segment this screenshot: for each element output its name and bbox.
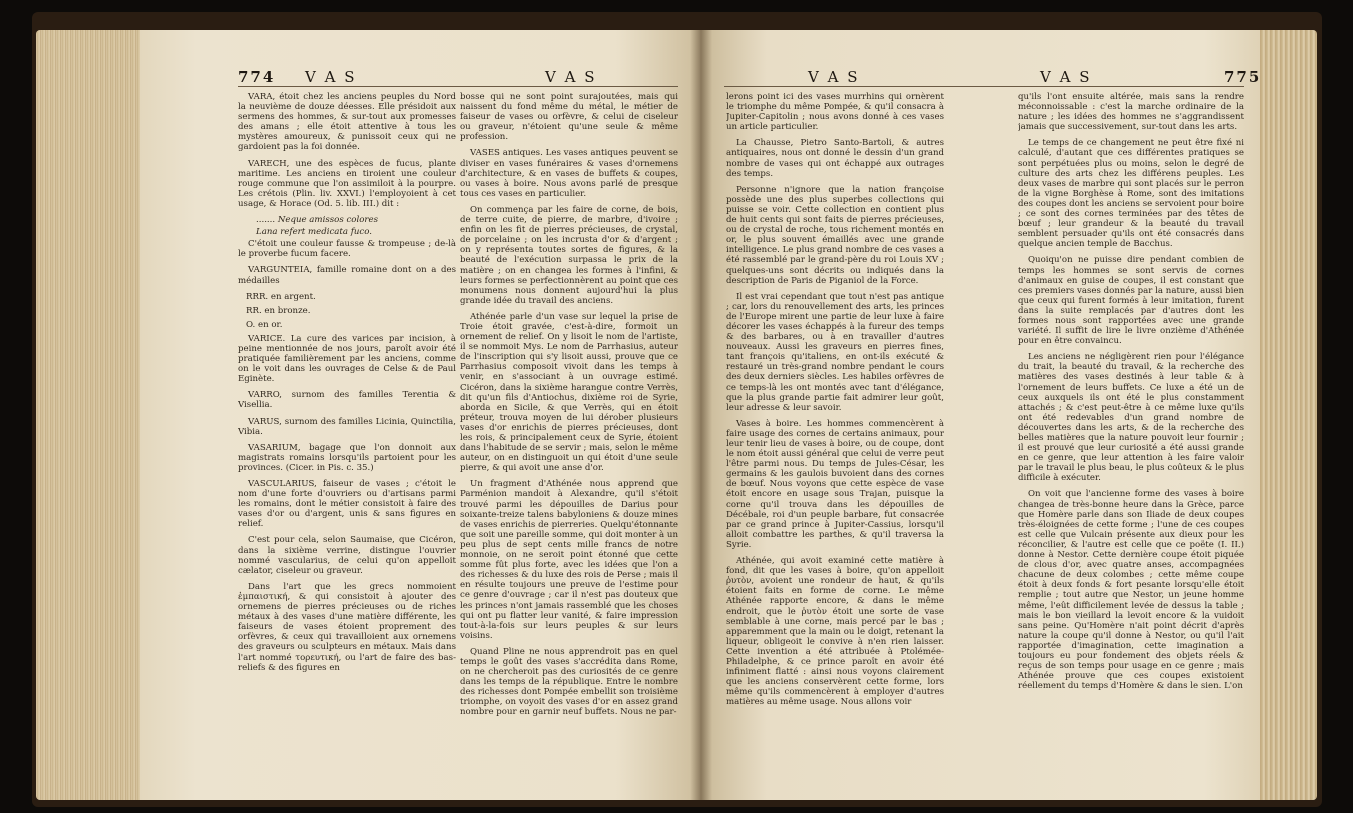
entry-vascularius-2: C'est pour cela, selon Saumaise, que Cicéron, dans la sixième verrine, distingue l'ouvrier nommé vascularius, de celui qu'on appelloit cælator, ciseleur ou graveur. <box>238 535 456 576</box>
entry-vases-antiques: VASES antiques. Les vases antiques peuvent se diviser en vases funéraires & vases d'ornemens d'architecture, & en vases de buffets & coupes, ou vases à boire. Nous avons parlé de presque tous ces vases en particulier. <box>460 148 678 199</box>
left-running-head-col2: V A S <box>545 68 597 86</box>
entry-varech: VARECH, une des espèces de fucus, plante maritime. Les anciens en tiroient une couleur rouge commune que l'on assimiloit à la pourpre. Les crétois (Plin. liv. XXVI.) l'employoient à cet usage, & Horace (Od. 5. lib. III.) dit : <box>238 158 456 209</box>
right-running-head: V A S <box>808 68 860 86</box>
entry-varus: VARUS, surnom des familles Licinia, Quinctilia, Vibia. <box>238 416 456 437</box>
gutter <box>690 30 712 800</box>
right-page-number: 775 <box>1224 68 1262 86</box>
para-pline: Quand Pline ne nous apprendroit pas en quel temps le goût des vases s'accrédita dans Rome, on ne chercheroit pas des curiosités de ce genre dans les temps de la république. Entre le nombre des richesses dont Pompée embellit son troisième triomphe, on voyoit des vases d'or en assez grand nombre pour en garnir neuf buffets. Nous ne par- <box>460 646 678 718</box>
entry-vases-a-boire: Vases à boire. Les hommes commencèrent à faire usage des cornes de certains animaux, pour leur tenir lieu de vases à boire, ou de coupe, dont le nom étoit aussi général que celui de verre peut l'être parmi nous. Du temps de Jules-César, les germains & les gaulois buvoient dans des cornes de bœuf. Nous voyons que cette espèce de vase étoit encore en usage sous Trajan, puisque la corne qu'il trouva dans les dépouilles de Décébale, roi d'un peuple barbare, fut consacrée par ce grand prince à Jupiter-Cassius, lorsqu'il alloit combattre les parthes, & qu'il traversa la Syrie. <box>726 418 944 550</box>
entry-varro: VARRO, surnom des familles Terentia & Visellia. <box>238 390 456 411</box>
para-athenee-ryton: Athénée, qui avoit examiné cette matière à fond, dit que les vases à boire, qu'on appelloit ῥυτὸν, avoient une rondeur de haut, & qu'ils étoient faits en forme de corne. Le même Athénée rapporte encore, & dans le même endroit, que le ῥυτὸν étoit une sorte de vase semblable à une corne, mais percé par le bas ; apparemment que la main ou le doigt, retenant la liqueur, obligeoit le convive à n'en rien laisser. Cette invention a été attribuée à Ptolémée-Philadelphe, & ce prince paroît en avoir été infiniment flatté : ainsi nous voyons clairement que les anciens conservèrent cette forme, lors même qu'ils commencèrent à employer d'autres matières au même usage. Nous allons voir <box>726 556 944 708</box>
right-running-head-col2: V A S <box>1040 68 1092 86</box>
left-running-head: V A S <box>305 68 357 86</box>
right-column-2 <box>1018 92 1244 792</box>
left-column-1 <box>238 92 456 792</box>
cont-bosse: bosse qui ne sont point surajoutées, mais qui naissent du fond même du métal, le métier de faiseur de vases ou orfèvre, & celui de ciseleur ou graveur, n'étoient qu'une seule & même profession. <box>460 92 678 143</box>
para-renouvellement: Il est vrai cependant que tout n'est pas antique ; car, lors du renouvellement des arts, les princes de l'Europe mirent une partie de leur luxe à faire décorer les vases échappés à la fureur des temps & des barbares, ou à en travailler d'autres nouveaux. Aussi les graveurs en pierres fines, tant françois qu'italiens, en ont-ils exécuté & restauré un très-grand nombre pendant le cours des deux derniers siècles. Les habiles orfèvres de ce temps-là les ont montés avec tant d'élégance, que la plus grande partie fait admirer leur goût, leur adresse & leur savoir. <box>726 291 944 413</box>
left-page-edges <box>36 30 146 800</box>
right-column-1 <box>726 92 944 792</box>
cont-murrhins: lerons point ici des vases murrhins qui ornèrent le triomphe du même Pompée, & qu'il consacra à Jupiter-Capitolin ; nous avons donné à ces vases un article particulier. <box>726 92 944 133</box>
entry-vascularius-3: Dans l'art que les grecs nommoient ἐμπαιστική, & qui consistoit à ajouter des ornemens de pierres précieuses ou de riches métaux à des vases d'une matière différente, les faiseurs de vases étoient proprement des orfèvres, & ceux qui travailloient aux ornemens des graveurs ou sculpteurs en métaux. Mais dans l'art nommé τορευτική, ou l'art de faire des bas-reliefs & des figures en <box>238 581 456 673</box>
right-head-rule <box>724 86 1244 87</box>
entry-varice: VARICE. La cure des varices par incision, à peine mentionnée de nos jours, paroît avoir été pratiquée familièrement par les anciens, comme on le voit dans les ouvrages de Celse & de Paul Eginète. <box>238 333 456 385</box>
entry-varganteia: VARGUNTEIA, famille romaine dont on a des médailles <box>238 265 456 286</box>
left-head-rule <box>238 86 678 87</box>
para-lachausse: La Chausse, Pietro Santo-Bartoli, & autres antiquaires, nous ont donné le dessin d'un grand nombre de vases qui ont échappé aux outrages des temps. <box>726 138 944 179</box>
para-cornes: Quoiqu'on ne puisse dire pendant combien de temps les hommes se sont servis de cornes d'animaux en guise de coupes, il est constant que ces premiers vases donnés par la nature, aussi bien que ceux qui furent formés à leur imitation, furent dans la suite remplacés par d'autres dont les formes nous sont rapportées avec une grande variété. Il suffit de lire le livre onzième d'Athénée pour en être convaincu. <box>1018 255 1244 347</box>
quote-line-1: ....... Neque amissos colores <box>256 215 378 226</box>
medal-argent: RRR. en argent. <box>246 291 316 302</box>
entry-vascularius: VASCULARIUS, faiseur de vases ; c'étoit le nom d'une forte d'ouvriers ou d'artisans parmi les romains, dont le métier consistoit à faire des vases d'or ou d'argent, unis & sans figures en relief. <box>238 479 456 530</box>
entry-vasarium: VASARIUM, bagage que l'on donnoit aux magistrats romains lorsqu'ils partoient pour les provinces. (Cicer. in Pis. c. 35.) <box>238 442 456 473</box>
left-column-2 <box>460 92 678 792</box>
quote-line-2: Lana refert medicata fuco. <box>256 227 372 238</box>
para-athenee: Athénée parle d'un vase sur lequel la prise de Troie étoit gravée, c'est-à-dire, formoit un ornement de relief. On y lisoit le nom de l'artiste, il se nommoit Mys. Le nom de Parrhasius, auteur de l'inscription qui s'y lisoit aussi, prouve que ce Parrhasius composoit vivoit dans les temps à venir, en s'associant à un ouvrage estimé. Cicéron, dans la sixième harangue contre Verrès, dit qu'un fils d'Antiochus, dixième roi de Syrie, aborda en Sicile, & que Verrès, qui en étoit préteur, trouva moyen de lui dérober plusieurs vases d'or enrichis de pierres précieuses, dont les rois, & principalement ceux de Syrie, étoient dans l'habitude de se servir ; mais, selon le même auteur, on en distinguoit un qui étoit d'une seule pierre, & qui avoit une anse d'or. <box>460 311 678 474</box>
para-collection: Personne n'ignore que la nation françoise possède une des plus superbes collections qui puisse se voir. Cette collection en contient plus de huit cents qui sont faits de pierres précieuses, ou de crystal de roche, tous richement montés en or, le plus souvent émaillés avec une grande intelligence. Le plus grand nombre de ces vases a été rassemblé par le grand-père du roi Louis XV ; quelques-uns sont décrits ou indiqués dans la description de Paris de Piganiol de la Force. <box>726 184 944 286</box>
medal-or: O. en or. <box>246 319 283 330</box>
medal-bronze: RR. en bronze. <box>246 305 311 316</box>
para-fragment: Un fragment d'Athénée nous apprend que Parménion mandoit à Alexandre, qu'il s'étoit trouvé parmi les dépouilles de Darius pour soixante-treize talens babyloniens & douze mines de vases enrichis de pierreries. Quelqu'étonnante que soit une pareille somme, qui doit monter à un peu plus de sept cents mille francs de notre monnoie, on ne seroit point étonné que cette somme fût plus forte, avec les idées que l'on a des richesses & du luxe des rois de Perse ; mais il en résulte toujours une preuve de l'estime pour ce genre d'ouvrage ; car il n'est pas douteux que les princes n'ont jamais rassemblé que les choses qui ont pu flatter leur vanité, & faire impression tout-à-la-fois sur leurs peuples & sur leurs voisins. <box>460 479 678 641</box>
left-page-number: 774 <box>238 68 276 86</box>
para-homere: On voit que l'ancienne forme des vases à boire changea de très-bonne heure dans la Grèce, parce que Homère parle dans son Iliade de deux coupes très-éloignées de cette forme ; l'une de ces coupes est celle que Vulcain présente aux dieux pour les réconcilier, & l'autre est celle que ce poëte (I. II.) donne à Nestor. Cette dernière coupe étoit piquée de clous d'or, avec quatre anses, accompagnées chacune de deux colombes ; cette même coupe étoit à deux fonds & fort pesante lorsqu'elle étoit remplie ; tout autre que Nestor, un jeune homme même, l'eût difficilement levée de dessus la table ; mais le bon vieillard la levoit encore & la vuidoit sans peine. Qu'Homère n'ait point décrit d'après nature la coupe qu'il donne à Nestor, ou qu'il l'ait rapportée d'imagination, cette imagination a toujours eu pour fondement des objets réels & reçus de son temps pour usage en ce genre ; mais Athénée prouve que ces coupes existoient réellement du temps d'Homère & dans le sien. L'on <box>1018 489 1244 692</box>
para-changement: Le temps de ce changement ne peut être fixé ni calculé, d'autant que ces différentes pratiques se sont perpétuées plus ou moins, selon le degré de culture des arts chez les différens peuples. Les deux vases de marbre qui sont placés sur le perron de la vigne Borghèse à Rome, sont des imitations des coupes dont les anciens se servoient pour boire ; ce sont des cornes terminées par des têtes de bœuf ; leur grandeur & la beauté du travail semblent persuader qu'ils ont été consacrés dans quelque ancien temple de Bacchus. <box>1018 138 1244 250</box>
para-elegance: Les anciens ne négligèrent rien pour l'élégance du trait, la beauté du travail, & la recherche des matières des vases destinés à leur table & à l'ornement de leurs buffets. Ce luxe a été un de ceux auxquels ils ont été le plus constamment attachés ; & c'est peut-être à ce même luxe qu'ils ont été redevables d'un grand nombre de découvertes dans les arts, & de la recherche des belles matières que la nature pouvoit leur fournir ; il est prouvé que leur curiosité a été aussi grande en ce genre, que leur attention à les faire valoir par le travail le plus beau, le plus coûteux & le plus difficile à exécuter. <box>1018 352 1244 484</box>
para-materials: On commença par les faire de corne, de bois, de terre cuite, de pierre, de marbre, d'ivoire ; enfin on les fit de pierres précieuses, de crystal, de porcelaine ; on les incrusta d'or & d'argent ; on y représenta toutes sortes de figures, & la beauté de l'exécution surpassa le prix de la matière ; on en changea les formes à l'infini, & leurs formes se perfectionnèrent au point que ces monumens nous donnent aujourd'hui la plus grande idée du travail des anciens. <box>460 204 678 306</box>
entry-varech-cont: C'étoit une couleur fausse & trompeuse ; de-là le proverbe fucum facere. <box>238 239 456 260</box>
entry-vara: VARA, étoit chez les anciens peuples du Nord la neuvième de douze déesses. Elle présidoit aux sermens des hommes, & sur-tout aux promesses des amans ; elle étoit attentive à tous les mystères amoureux, & punissoit ceux qui ne gardoient pas la foi donnée. <box>238 92 456 153</box>
cont-alteree: qu'ils l'ont ensuite altérée, mais sans la rendre méconnoissable : c'est la marche ordinaire de la nature ; les idées des hommes ne s'aggrandissent jamais que successivement, sur-tout dans les arts. <box>1018 92 1244 133</box>
